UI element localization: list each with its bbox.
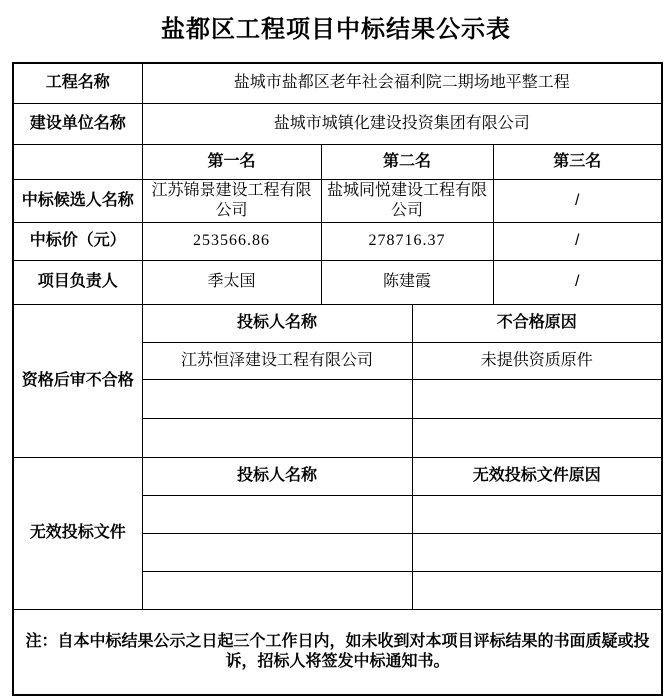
price-second: 278716.37 <box>321 222 493 260</box>
disqualified-reason-1: 未提供资质原件 <box>412 342 662 379</box>
price-third: / <box>493 222 662 260</box>
disqualified-col-reason: 不合格原因 <box>412 304 662 342</box>
disqualified-bidder-1: 江苏恒泽建设工程有限公司 <box>142 342 412 379</box>
owner-label: 建设单位名称 <box>13 103 142 144</box>
rank-header-second: 第二名 <box>321 144 493 179</box>
manager-label: 项目负责人 <box>13 260 142 304</box>
invalid-bidder-2 <box>142 533 412 571</box>
disqualified-reason-2 <box>412 379 662 418</box>
note-text: 注：自本中标结果公示之日起三个工作日内，如未收到对本项目评标结果的书面质疑或投诉，招标人将签发中标通知书。 <box>13 609 662 695</box>
project-name-label: 工程名称 <box>13 63 142 103</box>
invalid-bidder-3 <box>142 571 412 609</box>
invalid-reason-3 <box>412 571 662 609</box>
invalid-bidder-1 <box>142 495 412 533</box>
manager-third: / <box>493 260 662 304</box>
invalid-col-reason: 无效投标文件原因 <box>412 457 662 495</box>
manager-first: 季太国 <box>142 260 321 304</box>
table-row <box>13 222 662 260</box>
price-first: 253566.86 <box>142 222 321 260</box>
table-row <box>13 63 662 103</box>
disqualified-reason-3 <box>412 418 662 457</box>
table-row <box>13 144 662 179</box>
invalid-reason-2 <box>412 533 662 571</box>
rank-header-third: 第三名 <box>493 144 662 179</box>
table-row <box>13 179 662 222</box>
price-label: 中标价（元） <box>13 222 142 260</box>
project-name-value: 盐城市盐都区老年社会福利院二期场地平整工程 <box>142 63 662 103</box>
invalid-col-bidder: 投标人名称 <box>142 457 412 495</box>
page-title: 盐都区工程项目中标结果公示表 <box>161 16 511 43</box>
table-row <box>13 457 662 495</box>
disqualified-bidder-2 <box>142 379 412 418</box>
bid-result-table <box>12 62 663 696</box>
candidate-first: 江苏锦景建设工程有限公司 <box>142 179 321 222</box>
table-row <box>13 260 662 304</box>
disqualified-section-label: 资格后审不合格 <box>13 304 142 457</box>
disqualified-bidder-3 <box>142 418 412 457</box>
invalid-reason-1 <box>412 495 662 533</box>
candidate-third: / <box>493 179 662 222</box>
candidates-label: 中标候选人名称 <box>13 179 142 222</box>
disqualified-col-bidder: 投标人名称 <box>142 304 412 342</box>
owner-value: 盐城市城镇化建设投资集团有限公司 <box>142 103 662 144</box>
rank-header-first: 第一名 <box>142 144 321 179</box>
table-row <box>13 609 662 695</box>
table-row <box>13 103 662 144</box>
manager-second: 陈建霞 <box>321 260 493 304</box>
invalid-section-label: 无效投标文件 <box>13 457 142 609</box>
candidate-second: 盐城同悦建设工程有限公司 <box>321 179 493 222</box>
table-row <box>13 304 662 342</box>
rank-header-empty-cell <box>13 144 142 179</box>
